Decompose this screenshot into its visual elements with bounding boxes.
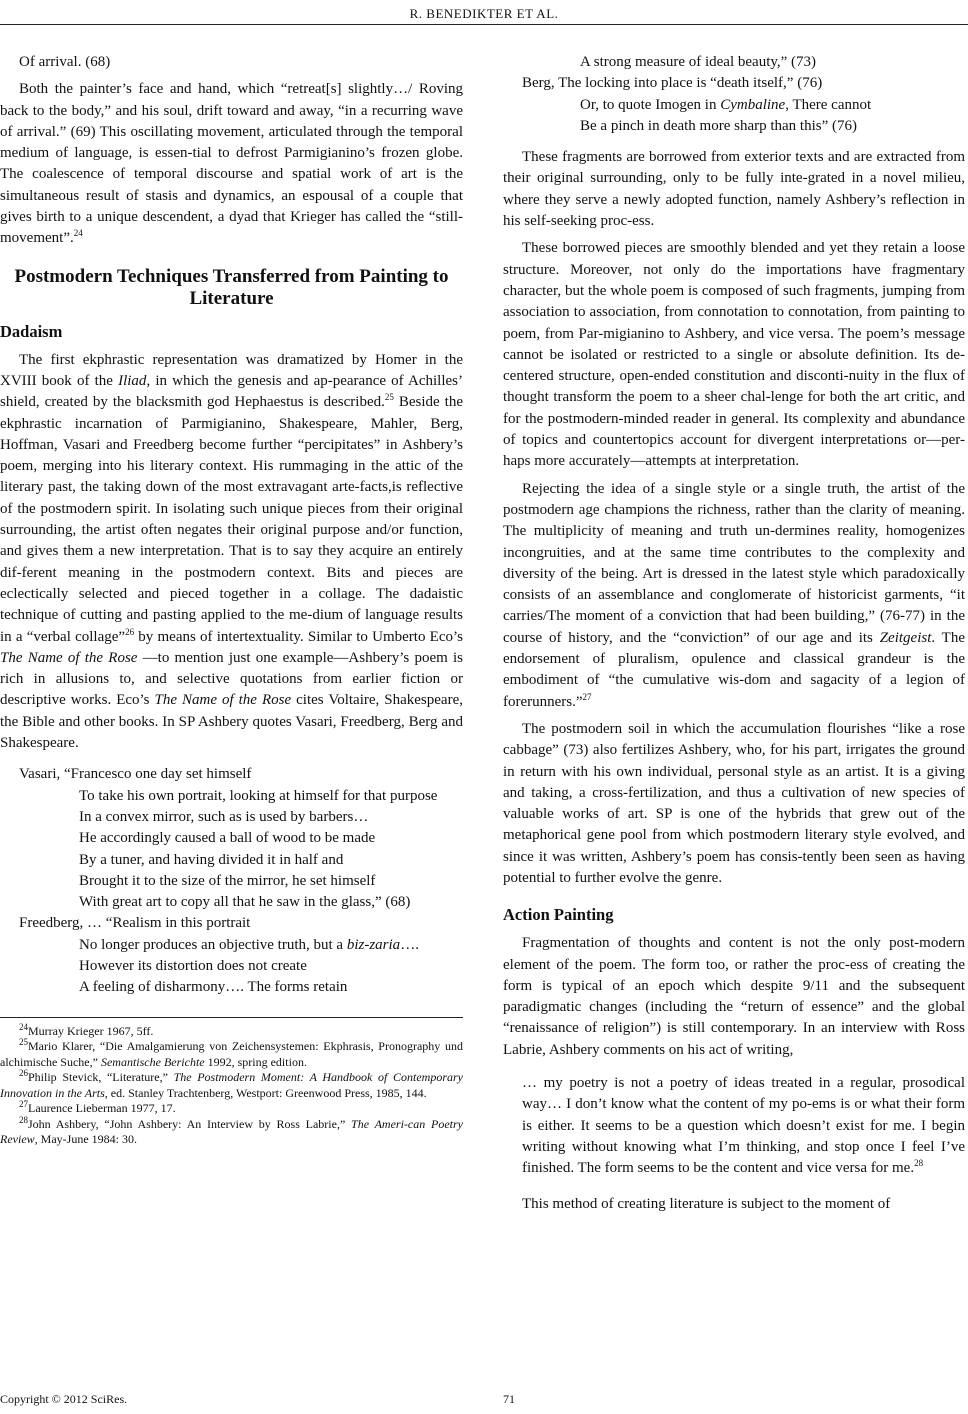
quote-continuation — [503, 52, 965, 137]
quote-line: Berg, The locking into place is “death itself,” (76) — [522, 75, 823, 92]
quote-line: He accordingly caused a ball of wood to be made — [79, 830, 376, 847]
quote-line: With great art to copy all that he saw in the glass,” (68) — [79, 894, 411, 911]
paragraph: Both the painter’s face and hand, which “retreat[s] slightly…/ Roving back to the body,” and his soul, drift toward and away, “in a recurring wave of arrival.” (69) This oscillating movement, articulated through the temporal medium of language, is essen-tial to defrost Parmigianino’s frozen globe. The coalescence of temporal discourse and spatial work of art is the simultaneous result of stasis and dynamics, an espousal of a couple that gives birth to a unique descendent, a dyad that Krieger has called the “still-movement”.$^{24}$ — [0, 81, 463, 247]
paragraph: The postmodern soil in which the accumulation flourishes “like a rose cabbage” (73) also fertilizes Ashbery, who, for his part, irrigates the ground in return with his own individual, personal style as an artist. It is a giving and taking, a cross-fertilization, and thus a cultivation of new species of valuable works of art. SP is one of the hybrids that grew out of the metaphorical gene pool from which postmodern literary style evolved, and since it was written, Ashbery’s poem has consis-tently been seen as having potential to further evolve the genre. — [503, 720, 965, 886]
paragraph: Of arrival. (68) — [19, 54, 111, 70]
footnote-ref[interactable]: 24 — [73, 228, 83, 239]
footnote-ref[interactable]: 25 — [384, 392, 394, 403]
vasari-quote — [0, 764, 463, 998]
footnote: $^{28}$John Ashbery, “John Ashbery: An Interview by Ross Labrie,” The Ameri-can Poetry Review, May-June 1984: 30. — [0, 1114, 463, 1147]
header-rule — [0, 24, 968, 25]
running-head: R. BENEDIKTER ET AL. — [409, 6, 559, 21]
paragraph: Rejecting the idea of a single style or a single truth, the artist of the postmodern age champions the richness, rather than the clarity of meaning. The multiplicity of meaning and truth un-dermines reality, homogenizes incongruities, and at the same time contributes to the complexity and diversity of the being. Art is dressed in the latest style which paradoxically consists of an assemblance and conglomerate of historicist garments, “it carries/The moment of a conviction that had been building,” (76-77) in the course of history, and the “conviction” of our age and its Zeitgeist. The endorsement of pluralism, opulence and classical grandeur is the embodiment of “the cumulative wis-dom and sagacity of a legion of forerunners.”$^{27}$ — [503, 480, 965, 710]
quote-line: Brought it to the size of the mirror, he set himself — [79, 872, 376, 889]
quote-line: However its distortion does not create — [79, 957, 307, 974]
quote-line: Be a pinch in death more sharp than this” (76) — [580, 117, 858, 134]
quote-line: Or, to quote Imogen in Cymbaline, There cannot — [580, 96, 872, 113]
footnote-ref[interactable]: 28 — [914, 1158, 924, 1169]
quote-line: A strong measure of ideal beauty,” (73) — [580, 54, 817, 70]
quote-line: No longer produces an objective truth, but a biz-zaria…. — [79, 936, 419, 953]
footnote: $^{27}$Laurence Lieberman 1977, 17. — [19, 1099, 176, 1116]
footnote: $^{24}$Murray Krieger 1967, 5ff. — [19, 1021, 154, 1038]
page-number: 71 — [503, 1392, 515, 1406]
paragraph: These borrowed pieces are smoothly blended and yet they retain a loose structure. Moreover, not only do the importations have fragmentary character, but the whole poem is composed of such fragments, jumping from association to association, from connotation to connotation, from painting to poem, from Par-migianino to Ashbery, and vice versa. The poem’s message cannot be isolated or restricted to a single or absolute definition. Its de-centered structure, open-ended constitution and disconti-nuity in the flux of thought transform the poem to a sheer chal-lenge for both the art critic, and for the postmodern-minded reader in general. Its complexity and abundance of topics and countertopics account for divergent interpretations or—per-haps more accurately—attempts at interpretation. — [503, 240, 965, 470]
paragraph: This method of creating literature is subject to the moment of — [522, 1195, 891, 1212]
section-title: Postmodern Techniques Transferred from Painting to Literature — [14, 265, 449, 309]
paragraph: These fragments are borrowed from exterior texts and are extracted from their original surrounding, only to be fully inte-grated in a novel milieu, where they serve a newly adopted function, namely Ashbery’s reflection in his self-seeking proc-ess. — [503, 149, 965, 230]
footnote-ref[interactable]: 26 — [125, 626, 135, 637]
quote-line: To take his own portrait, looking at himself for that purpose — [79, 787, 438, 804]
quote-line: A feeling of disharmony…. The forms retain — [79, 979, 348, 996]
quote-line: By a tuner, and having divided it in half and — [79, 851, 344, 868]
right-column — [503, 52, 965, 1221]
block-quote: … my poetry is not a poetry of ideas treated in a regular, prosodical way… I don’t know what the content of my po-ems is or what their form is either. It seems to be a question which doesn’t exist for me. I begin writing without knowing what I’m thinking, and stop once I feel I’ve finished. The form seems to be the content and vice versa for me.$^{28}$ — [522, 1075, 965, 1177]
paragraph: The first ekphrastic representation was dramatized by Homer in the XVIII book of the Iliad, in which the genesis and ap-pearance of Achilles’ shield, created by the blacksmith god Hephaestus is described.$^{25}$ Beside the ekphrastic incarnation of Parmigianino, Shakespeare, Mahler, Berg, Hoffman, Vasari and Freedberg become further “percipitates” in Ashbery’s poem, merging into his literary context. His rummaging in the attic of the literary past, the taking down of the most extravagant arte-facts,is reflective of the postmodern spirit. In isolating such unique pieces from their original surrounding, the artist often negates their original purpose and/or function, and gives them a new interpretation. That is to say they acquire an entirely dif-ferent meaning in the postmodern context. Bits and pieces are eclectically selected and pieced together in a collage. The dadaistic technique of cutting and pasting applied to the me-dium of language results in a “verbal collage”$^{26}$ by means of intertextuality. Similar to Umberto Eco’s The Name of the Rose —to mention just one example—Ashbery’s poem is rich in allusions to, and selective quotations from earlier fiction or descriptive works. Eco’s The Name of the Rose cites Voltaire, Shakespeare, the Bible and other books. In SP Ashbery quotes Vasari, Freedberg, Berg and Shakespeare. — [0, 351, 463, 752]
footnote-ref[interactable]: 27 — [582, 691, 592, 702]
quote-line: Freedberg, … “Realism in this portrait — [19, 915, 251, 932]
left-column — [0, 52, 463, 1148]
quote-line: In a convex mirror, such as is used by barbers… — [79, 808, 369, 825]
footnote-rule — [0, 1017, 463, 1018]
quote-line: Vasari, “Francesco one day set himself — [19, 766, 252, 783]
copyright: Copyright © 2012 SciRes. — [0, 1392, 128, 1406]
footnotes — [0, 1021, 463, 1148]
subsection-title-dadaism: Dadaism — [0, 321, 63, 341]
subsection-title-action-painting: Action Painting — [503, 905, 614, 925]
footnote: $^{26}$Philip Stevick, “Literature,” The Postmodern Moment: A Handbook of Contemporary Innovation in the Arts, ed. Stanley Trachtenberg, Westport: Greenwood Press, 1985, 144. — [0, 1068, 463, 1100]
paragraph: Fragmentation of thoughts and content is not the only post-modern element of the poem. The form too, or rather the proc-ess of creating the form is typical of an epoch which despite 9/11 and the subsequent paradigmatic changes (including the “return of essence” and the global “renaissance of religion”) is still contemporary. In an interview with Ross Labrie, Ashbery comments on his act of writing, — [503, 935, 965, 1058]
footnote: $^{25}$Mario Klarer, “Die Amalgamierung von Zeichensystemen: Ekphrasis, Pronography und alchimische Suche,” Semantische Berichte 1992, spring edition. — [0, 1037, 463, 1069]
